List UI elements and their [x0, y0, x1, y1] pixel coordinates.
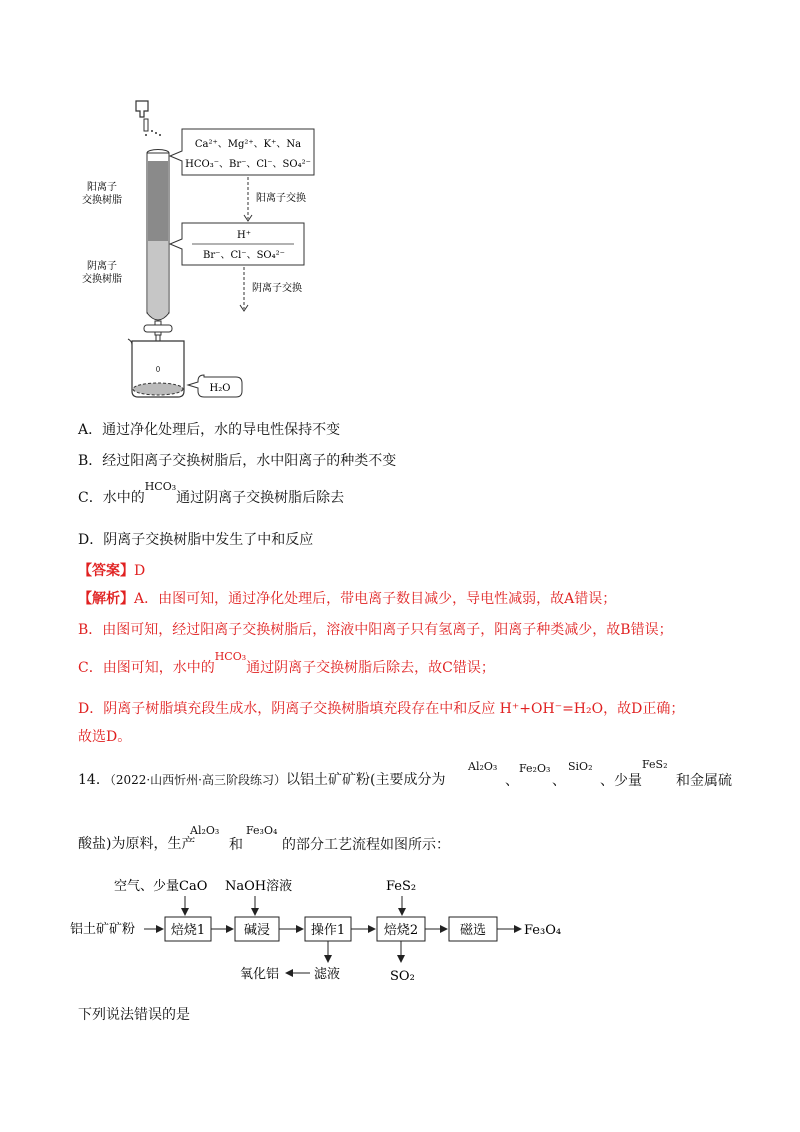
option-b: B．经过阳离子交换树脂后，水中阳离子的种类不变: [78, 453, 397, 469]
answer-value: D: [134, 563, 146, 579]
flow-box-magnetic-sep-label: 磁选: [459, 923, 487, 938]
anion-resin-section: [148, 241, 168, 313]
q14-line-1: [78, 770, 445, 790]
flow-input-naoh: NaOH溶液: [225, 879, 293, 894]
question-prompt: 下列说法错误的是: [78, 1007, 190, 1023]
option-a: A．通过净化处理后，水的导电性保持不变: [78, 422, 341, 438]
analysis-a: A．由图可知，通过净化处理后，带电离子数目减少，导电性减弱，故A错误；: [134, 591, 617, 607]
q14-sep-1: 、: [505, 773, 519, 789]
flow-box-operation-1-label: 操作1: [310, 923, 346, 938]
q14-text-4: 的部分工艺流程如图所示：: [282, 837, 450, 853]
q14-formula-fe3o4: Fe₃O₄: [246, 824, 278, 837]
q14-text-1: 以铝土矿矿粉(主要成分为: [286, 772, 446, 788]
analysis-line-1: [78, 589, 616, 609]
q14-line-2: [78, 834, 195, 854]
flow-so2: SO₂: [390, 969, 415, 984]
flow-alumina: 氧化铝: [240, 967, 280, 982]
answer: [78, 561, 145, 581]
anion-resin-label-2: 交换树脂: [82, 274, 122, 285]
stopcock-icon: [144, 325, 172, 332]
q14-text-3: 酸盐)为原料，生产: [78, 836, 196, 852]
flow-box-alkali-leach-label: 碱浸: [243, 923, 271, 938]
step-anion-exchange-label: 阴离子交换: [252, 283, 302, 294]
q14-sep-2: 、: [552, 773, 566, 789]
option-c-formula: HCO₃: [144, 480, 177, 493]
process-flow-diagram: [70, 870, 590, 990]
ion-exchange-apparatus-diagram: [70, 95, 330, 410]
cation-resin-label-2: 交换树脂: [82, 195, 122, 206]
faucet-icon: [136, 101, 148, 117]
answer-tag: 【答案】: [78, 563, 134, 579]
analysis-c-formula: HCO₃: [214, 650, 247, 663]
cation-resin-section: [148, 161, 168, 241]
flow-start-bauxite: 铝土矿矿粉: [70, 922, 136, 937]
q14-and: 和: [229, 837, 243, 853]
flow-product-fe3o4: Fe₃O₄: [524, 923, 562, 938]
q14-sep-3: 、少量: [600, 773, 642, 789]
water-label: H₂O: [209, 383, 231, 394]
cation-resin-label-1: 阳离子: [87, 182, 117, 193]
q14-text-2: 和金属硫: [676, 773, 732, 789]
anion-resin-label-1: 阴离子: [87, 261, 117, 272]
step-cation-exchange-label: 阳离子交换: [256, 193, 306, 204]
analysis-line-4: D．阴离子树脂填充段生成水，阴离子交换树脂填充段存在中和反应 H⁺+OH⁻=H₂O，故D正确；: [78, 701, 685, 717]
q14-formula-fe2o3: Fe₂O₃: [519, 762, 551, 775]
flow-filtrate: 滤液: [314, 967, 341, 982]
option-c-post: 通过阴离子交换树脂后除去: [176, 490, 345, 506]
q14-formula-al2o3-2: Al₂O₃: [190, 824, 220, 837]
q14-formula-al2o3: Al₂O₃: [468, 760, 498, 773]
analysis-line-3: [78, 650, 495, 679]
ion-box-after-cation-h: H⁺: [237, 230, 251, 241]
flow-box-roast-1-label: 焙烧1: [170, 923, 206, 938]
flow-input-air-cao: 空气、少量CaO: [114, 879, 208, 894]
analysis-tag: 【解析】: [78, 591, 134, 607]
ion-box-input-anions: HCO₃⁻、Br⁻、Cl⁻、SO₄²⁻: [185, 159, 311, 170]
analysis-line-2: B．由图可知，经过阳离子交换树脂后，溶液中阳离子只有氢离子，阳离子种类减少，故B错误；: [78, 622, 673, 638]
q14-number: 14．: [78, 772, 110, 788]
analysis-line-5: 故选D。: [78, 729, 132, 745]
option-c-pre: C．水中的: [78, 490, 145, 506]
q14-formula-fes2: FeS₂: [642, 758, 668, 771]
ion-box-after-cation-anions: Br⁻、Cl⁻、SO₄²⁻: [203, 250, 285, 261]
flow-box-roast-2-label: 焙烧2: [383, 923, 419, 938]
ion-box-input-cations: Ca²⁺、Mg²⁺、K⁺、Na: [194, 139, 302, 150]
q14-formula-sio2: SiO₂: [568, 760, 593, 773]
option-d: D．阴离子交换树脂中发生了中和反应: [78, 532, 314, 548]
flow-input-fes2: FeS₂: [386, 879, 417, 894]
option-c: [78, 480, 345, 509]
analysis-c-pre: C．由图可知，水中的: [78, 660, 215, 676]
q14-source: （2022·山西忻州·高三阶段练习）: [109, 773, 286, 787]
analysis-c-post: 通过阴离子交换树脂后除去，故C错误；: [246, 660, 495, 676]
